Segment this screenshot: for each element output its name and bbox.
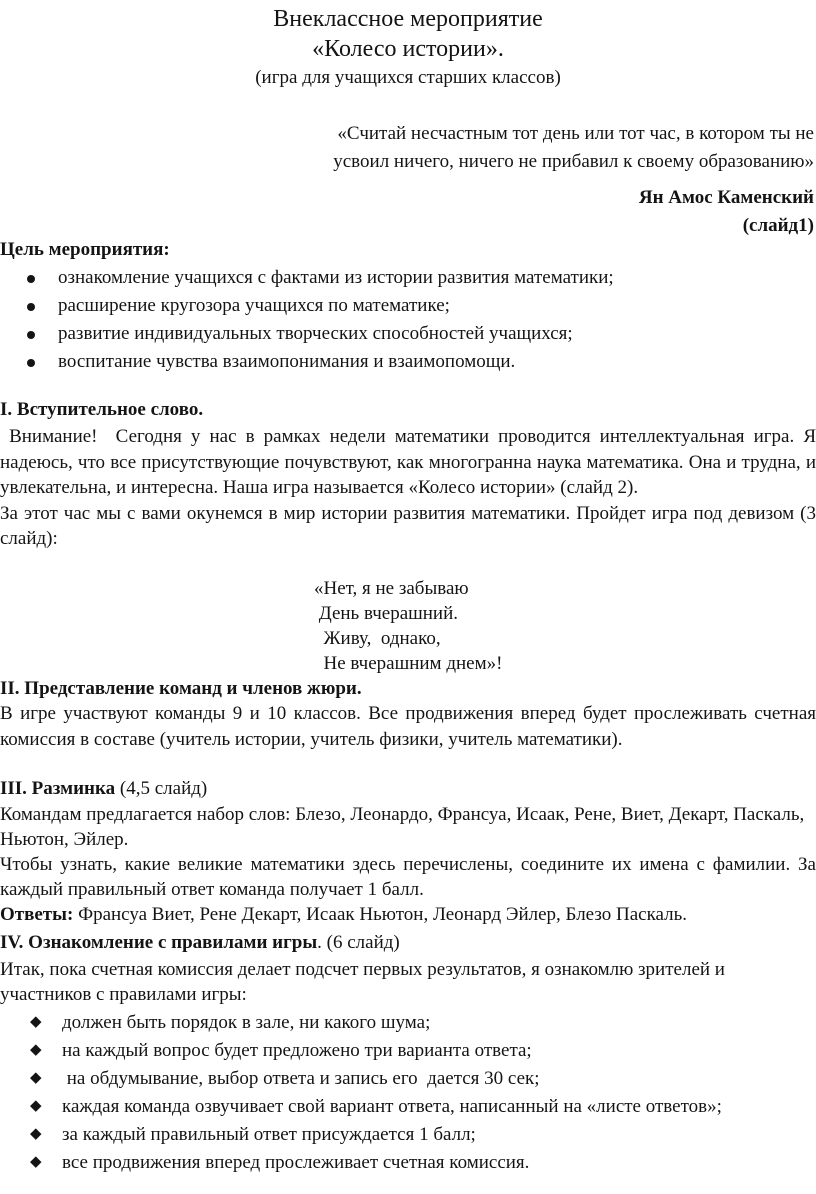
teams-paragraph: В игре участвуют команды 9 и 10 классов. Все продвижения вперед будет прослеживать счетная комиссия в составе (учитель истории, учитель физики, учитель математики).: [0, 703, 816, 750]
bullet-icon: [27, 275, 35, 283]
author-name: Ян Амос Каменский: [638, 187, 814, 208]
document-title: Внеклассное мероприятие: [273, 6, 543, 32]
rule-item: [0, 1094, 780, 1119]
rule-item: [0, 1150, 780, 1175]
bullet-icon: [27, 303, 35, 311]
epigraph-line: «Считай несчастным тот день или тот час, в котором ты не: [337, 123, 814, 144]
intro-paragraph: Внимание! Сегодня у нас в рамках недели математики проводится интеллектуальная игра. Я надеюсь, что все присутствующие почувствуют, как многогранна наука математика. Она и трудна, и увлекательна, и интересна. Наша игра называется «Колесо истории» (слайд 2).: [0, 426, 816, 498]
warmup-paragraph: Командам предлагается набор слов: Блезо, Леонардо, Франсуа, Исаак, Рене, Виет, Декарт, Паскаль, Ньютон, Эйлер.: [0, 804, 805, 850]
answers-label: Ответы:: [0, 904, 74, 925]
section-heading: III. Разминка: [0, 778, 116, 799]
goal-text: развитие индивидуальных творческих способностей учащихся;: [58, 323, 573, 344]
rule-text: за каждый правильный ответ присуждается 1 балл;: [62, 1124, 476, 1145]
rules-heading-line: [0, 931, 816, 955]
poem-line: День вчерашний.: [314, 603, 459, 624]
diamond-bullet-icon: ◆: [30, 1042, 42, 1058]
bullet-icon: [27, 359, 35, 367]
goals-section: [0, 238, 816, 376]
epigraph-author: [639, 184, 814, 240]
rule-item: [0, 1010, 780, 1035]
intro-paragraph: За этот час мы с вами окунемся в мир истории развития математики. Пройдет игра под девизом (3 слайд):: [0, 502, 816, 549]
rule-item: [0, 1038, 780, 1063]
answers-line: [0, 902, 816, 927]
rules-list: [0, 1010, 780, 1175]
section-warmup: [0, 777, 816, 927]
goal-item: [0, 264, 816, 292]
rule-text: на каждый вопрос будет предложено три варианта ответа;: [62, 1040, 532, 1061]
motto-poem: [314, 576, 502, 676]
goals-heading: Цель мероприятия:: [0, 239, 170, 260]
diamond-bullet-icon: ◆: [30, 1154, 42, 1170]
rule-text: должен быть порядок в зале, ни какого шума;: [62, 1012, 431, 1033]
epigraph-quote: [194, 120, 814, 176]
poem-line: Живу, однако,: [314, 628, 441, 649]
goal-item: [0, 348, 816, 376]
warmup-paragraph: Чтобы узнать, какие великие математики здесь перечислены, соедините их имена с фамилии. За каждый правильный ответ команда получает 1 балл.: [0, 854, 816, 900]
rules-intro-paragraph: Итак, пока счетная комиссия делает подсчет первых результатов, я ознакомлю зрителей и участников с правилами игры:: [0, 959, 725, 1005]
section-heading: IV. Ознакомление с правилами игры: [0, 932, 318, 953]
diamond-bullet-icon: ◆: [30, 1014, 42, 1030]
event-name: «Колесо истории».: [312, 36, 504, 62]
goal-text: расширение кругозора учащихся по математике;: [58, 295, 450, 316]
diamond-bullet-icon: ◆: [30, 1070, 42, 1086]
slide-reference: (слайд1): [742, 215, 814, 236]
poem-line: «Нет, я не забываю: [314, 578, 469, 599]
warmup-heading-line: [0, 777, 816, 801]
goal-text: ознакомление учащихся с фактами из истории развития математики;: [58, 267, 614, 288]
epigraph-line: усвоил ничего, ничего не прибавил к своему образованию»: [333, 151, 814, 172]
section-heading: II. Представление команд и членов жюри.: [0, 678, 362, 699]
section-rules: [0, 931, 816, 1178]
diamond-bullet-icon: ◆: [30, 1098, 42, 1114]
section-intro: [0, 398, 816, 552]
rule-text: каждая команда озвучивает свой вариант ответа, написанный на «листе ответов»;: [62, 1096, 722, 1117]
poem-line: Не вчерашним днем»!: [314, 653, 503, 674]
goal-item: [0, 292, 816, 320]
slide-reference: (4,5 слайд): [115, 778, 208, 799]
rule-text: все продвижения вперед прослеживает счетная комиссия.: [62, 1152, 530, 1173]
goal-text: воспитание чувства взаимопонимания и взаимопомощи.: [58, 351, 516, 372]
goals-list: [0, 264, 816, 376]
section-heading: I. Вступительное слово.: [0, 399, 204, 420]
section-teams: [0, 677, 816, 752]
rule-item: [0, 1066, 780, 1091]
rule-item: [0, 1122, 780, 1147]
slide-reference: . (6 слайд): [317, 932, 400, 953]
rule-text: на обдумывание, выбор ответа и запись его дается 30 сек;: [62, 1068, 540, 1089]
answers-text: Франсуа Виет, Рене Декарт, Исаак Ньютон, Леонард Эйлер, Блезо Паскаль.: [73, 904, 688, 925]
diamond-bullet-icon: ◆: [30, 1126, 42, 1142]
event-subtitle: (игра для учащихся старших классов): [255, 67, 561, 88]
bullet-icon: [27, 331, 35, 339]
goal-item: [0, 320, 816, 348]
